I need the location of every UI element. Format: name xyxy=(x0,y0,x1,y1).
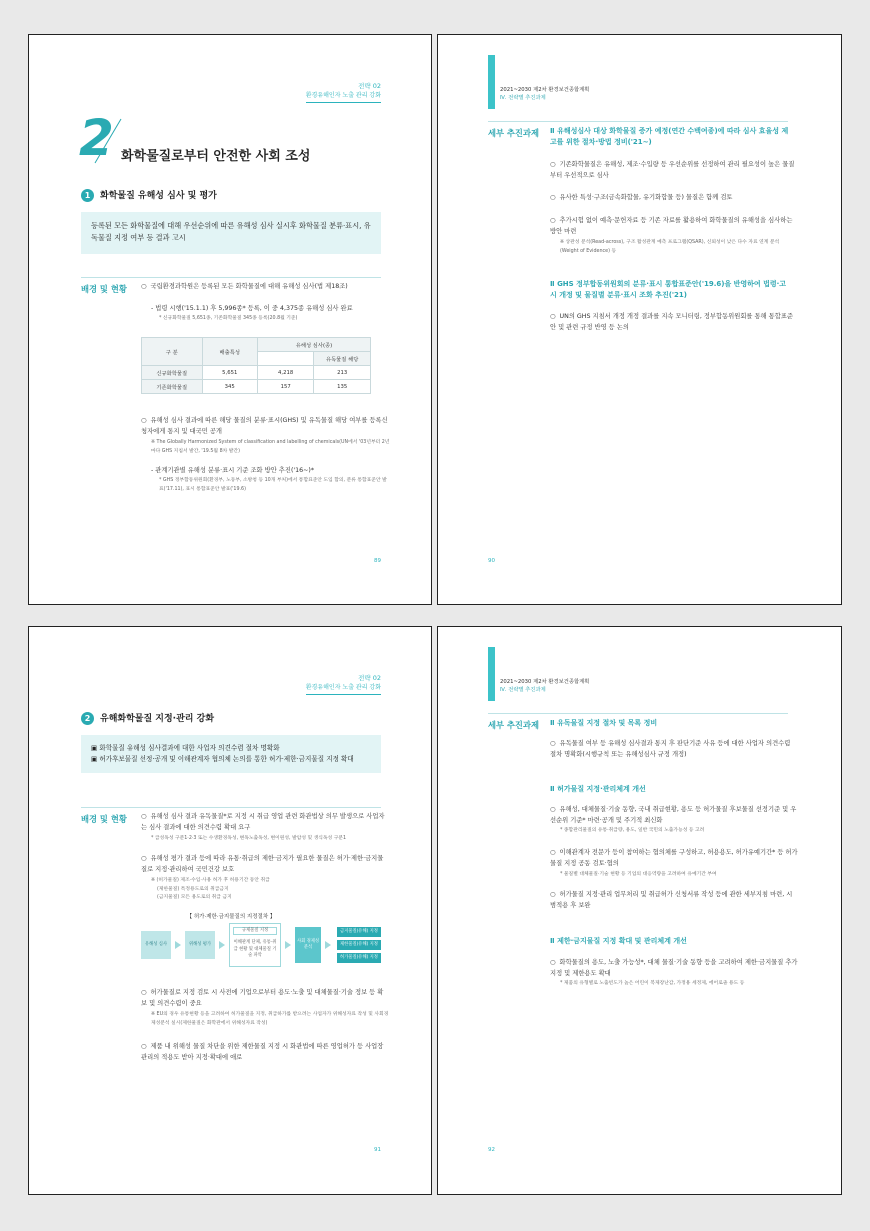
page-number: 90 xyxy=(488,558,495,564)
divider xyxy=(488,121,788,122)
flow-step: 유해성 심사 xyxy=(141,931,171,959)
note: ※ The Globally Harmonized System of classification and labelling of chemicals(UN에서 '03년부터 2년마다 GHS 지침서 발간, '19.5월 8차 발간) xyxy=(151,440,390,454)
section-number-badge: 1 xyxy=(81,189,94,202)
sub-item: - 법령 시행('15.1.1) 후 5,996종* 등록, 이 중 4,375종 유해성 심사 완료 xyxy=(151,305,353,312)
header-subtitle: 환경유해인자 노출 관리 강화 xyxy=(306,91,381,103)
header-section: Ⅳ. 전략별 추진과제 xyxy=(500,95,546,102)
side-label: 세부 추진과제 xyxy=(488,720,539,730)
task-heading: Ⅱ 유해성심사 대상 화학물질 증가 예정(연간 수백여종)에 따라 심사 효율성 제고를 위한 절차·방법 정비('21~) xyxy=(550,127,789,147)
bullet-item: ○ 화학물질의 용도, 노출 가능성*, 대체 물질·기술 동향 등을 고려하여 제한·금지물질 추가지정 및 제한용도 확대 xyxy=(550,959,798,978)
bullet-item: ○ 유해성 심사 결과 유독물질*로 지정 시 취급 영업 관련 화관법상 의무 발생으로 사업자는 심사 결과에 대한 의견수렴 확대 요구 xyxy=(141,813,385,832)
side-label: 세부 추진과제 xyxy=(488,128,539,138)
note: * GHS 정부합동위원회(환경부, 노동부, 소방청 등 10개 부처)에서 통합표준안 도입 합의, 분류 통합표준안 발표('17.11), 표시 통합표준안 발표('19.6) xyxy=(159,478,387,492)
flow-step: 위해성 평가 xyxy=(185,931,215,959)
header-accent-bar xyxy=(488,55,495,109)
summary-box: 등록된 모든 화학물질에 대해 우선순위에 따른 유해성 심사 실시후 화학물질 분류·표시, 유독물질 지정 여부 등 결과 고시 xyxy=(81,212,381,254)
note: * 신규화학물질 5,651종, 기존화학물질 345종 등록(20.8월 기준) xyxy=(159,316,298,321)
note: ※ (허가물질) 제조·수입·사용 허가 후 허용기간 동안 취급 (제한물질) 특정용도로의 취급금지 (금지물질) 모든 용도로의 취급 금지 xyxy=(151,878,270,901)
arrow-icon xyxy=(219,941,225,949)
arrow-icon xyxy=(175,941,181,949)
bullet-item: ○ 허가물질 지정·관리 업무처리 및 취급허가 신청서류 작성 등에 관한 세부지침 마련, 시범적용 후 보완 xyxy=(550,891,793,910)
flow-step: 규제물질 지정 xyxy=(233,927,277,935)
summary-box xyxy=(81,735,381,773)
section-title: 유해화학물질 지정·관리 강화 xyxy=(100,714,215,724)
section-heading xyxy=(81,188,217,202)
side-label: 배경 및 현황 xyxy=(81,814,127,824)
flow-step-group xyxy=(229,923,281,967)
bullet-item: ○ 제품 내 위해성 물질 차단을 위한 제한물질 지정 시 화관법에 따른 영업허가 등 사업장 관리의 적용도 받아 지정·확대에 애로 xyxy=(141,1043,384,1062)
bullet-item: ○ 유독물질 여부 등 유해성 심사결과 통지 후 판단기준 사유 등에 대한 사업자 의견수렴 절차 명확화(시행규칙 또는 유해성심사 규정 개정) xyxy=(550,740,791,759)
task-heading: Ⅱ 허가물질 지정·관리체계 개선 xyxy=(550,785,646,793)
table-row: 신규화학물질 5,651 4,218 213 xyxy=(142,366,371,380)
flow-step: 사회 경제성 분석 xyxy=(295,927,321,963)
bullet-item: ○ 이해관계자 전문가 등이 참여하는 협의체를 구성하고, 허용용도, 허가유예기간* 등 허가물질 지정 공동 검토·협의 xyxy=(550,849,798,868)
task-heading: Ⅱ 유독물질 지정 절차 및 목록 정비 xyxy=(550,719,658,727)
col-header: 구 분 xyxy=(142,338,203,366)
table-row: 기존화학물질 345 157 135 xyxy=(142,380,371,394)
page-number: 92 xyxy=(488,1147,495,1153)
flow-step: 이해관계 단체, 유통·취급 현황 및 대체물질 기술 파악 xyxy=(233,940,277,959)
task-heading: Ⅱ 제한·금지물질 지정 확대 및 관리체계 개선 xyxy=(550,937,687,945)
page-title: 화학물질로부터 안전한 사회 조성 xyxy=(121,149,311,164)
bullet-item: ○ 허가물질로 지정 검토 시 사전에 기업으로부터 용도·노출 및 대체물질·기술 정보 등 확보 및 의견수렴이 중요 xyxy=(141,989,384,1008)
note: * 물질별 대체물질·기술 현황 등 기업의 대응역량을 고려하여 유예기간 부여 xyxy=(560,872,717,877)
arrow-icon xyxy=(325,941,331,949)
sub-item: - 관계기관별 유해성 분류·표시 기준 조화 방안 추진('16~)* xyxy=(151,467,315,474)
flow-result: 허가물질(유해) 지정 xyxy=(337,953,381,963)
page-number: 91 xyxy=(374,1147,381,1153)
page-91 xyxy=(28,626,432,1195)
flow-result: 제한물질(유해) 지정 xyxy=(337,940,381,950)
bullet-item: ○ 유해성 평가 결과 등에 따라 유통·취급의 제한·금지가 필요한 물질은 허가·제한·금지물질로 지정·관리하여 국민건강 보호 xyxy=(141,855,384,874)
bullet-item: ○ 기존화학물질은 유해성, 제조·수입량 등 우선순위를 선정하여 관리 필요성이 높은 물질부터 우선적으로 심사 xyxy=(550,161,795,180)
summary-line: ▣ 허가후보물질 선정·공개 및 이해관계자 협의체 논의를 통한 허가·제한·금지물질 지정 확대 xyxy=(91,755,354,764)
arrow-icon xyxy=(285,941,291,949)
note: * 제품의 유형별로 노출빈도가 높은 어린이 복제장난감, 가정용 세정제, 에어로졸 용도 등 xyxy=(560,981,745,986)
page-89 xyxy=(28,34,432,605)
bullet-item: ○ 유해성 심사 결과에 따른 해당 물질의 분류·표시(GHS) 및 유독물질 해당 여부를 등록신청자에게 통지 및 대국민 공개 xyxy=(141,417,388,436)
header-subtitle: 환경유해인자 노출 관리 강화 xyxy=(306,683,381,695)
task-heading: Ⅱ GHS 정부합동위원회의 분류·표시 통합표준안('19.6)을 반영하여 법령·고시 개정 및 물질별 분류·표시 조화 추진('21) xyxy=(550,280,787,300)
section-heading xyxy=(81,711,214,725)
note: ※ 상관성 분석(Read-across), 구조 활성관계 예측 프로그램(QSAR), 신뢰성이 낮은 다수 자료 연계 분석(Weight of Evidence) 등 xyxy=(560,240,780,254)
flow-result: 금지물질(유해) 지정 xyxy=(337,927,381,937)
col-header: 유독물질 해당 xyxy=(314,352,371,366)
bullet-item: ○ UN의 GHS 지침서 개정 개정 결과를 지속 모니터링, 정부합동위원회를 통해 통합표준안 및 관련 규정 반영 등 논의 xyxy=(550,313,794,332)
header-plan: 2021~2030 제2차 환경보건종합계획 xyxy=(500,87,590,93)
page-header xyxy=(500,86,589,103)
note: * 급성독성 구분1·2·3 또는 수생환경독성, 변독노출독성, 변이원성, 발암성 및 생식독성 구분1 xyxy=(151,836,347,841)
data-table xyxy=(141,337,371,394)
header-accent-bar xyxy=(488,647,495,701)
bullet-item: ○ 유사한 특성·구조(금속화합물, 유기화합물 등) 물질은 함께 검토 xyxy=(550,194,733,201)
header-strategy: 전략 02 xyxy=(358,82,381,90)
bullet-item: ○ 추가시험 없이 예측·문헌자료 등 기존 자료를 활용하여 화학물질의 유해성을 심사하는 방안 마련 xyxy=(550,217,793,236)
section-title: 화학물질 유해성 심사 및 평가 xyxy=(100,191,217,201)
divider xyxy=(488,713,788,714)
page-header xyxy=(306,673,381,695)
bullet-item: ○ 국립환경과학원은 등록된 모든 화학물질에 대해 유해성 심사(법 제18조) xyxy=(141,283,348,290)
divider xyxy=(81,807,381,808)
col-header: 배출특성 xyxy=(202,338,257,366)
page-header xyxy=(500,678,589,695)
page-90 xyxy=(437,34,842,605)
header-strategy: 전략 02 xyxy=(358,674,381,682)
page-header xyxy=(306,81,381,103)
summary-line: ▣ 화학물질 유해성 심사결과에 대한 사업자 의견수렴 절차 명확화 xyxy=(91,744,280,752)
divider xyxy=(81,277,381,278)
header-plan: 2021~2030 제2차 환경보건종합계획 xyxy=(500,679,590,685)
note: * 종합관리물질의 유통·취급량, 용도, 일반 국민의 노출가능성 등 고려 xyxy=(560,828,705,833)
side-label: 배경 및 현황 xyxy=(81,284,127,294)
page-number: 89 xyxy=(374,558,381,564)
header-section: Ⅳ. 전략별 추진과제 xyxy=(500,687,546,694)
col-header-empty xyxy=(257,352,313,366)
section-number-badge: 2 xyxy=(81,712,94,725)
page-92 xyxy=(437,626,842,1195)
bullet-item: ○ 유해성, 대체물질·기술 동향, 국내 취급현황, 용도 등 허가물질 후보물질 선정기준 및 우선순위 기준* 마련·공개 및 주기적 최신화 xyxy=(550,806,797,825)
note: ※ EU의 경우 유통현황 등을 고려하여 허가물질을 지정, 취급하가를 받으려는 사업자가 위해성자료 작성 및 사회경제성분석 실시(제한물질은 화학관에서 위해성자료 작성) xyxy=(151,1012,389,1026)
col-header: 유해성 심사(종) xyxy=(257,338,370,352)
diagram-title: 【 허가·제한·금지물질의 지정절차 】 xyxy=(186,914,276,920)
chapter-number: 2 xyxy=(79,117,121,167)
